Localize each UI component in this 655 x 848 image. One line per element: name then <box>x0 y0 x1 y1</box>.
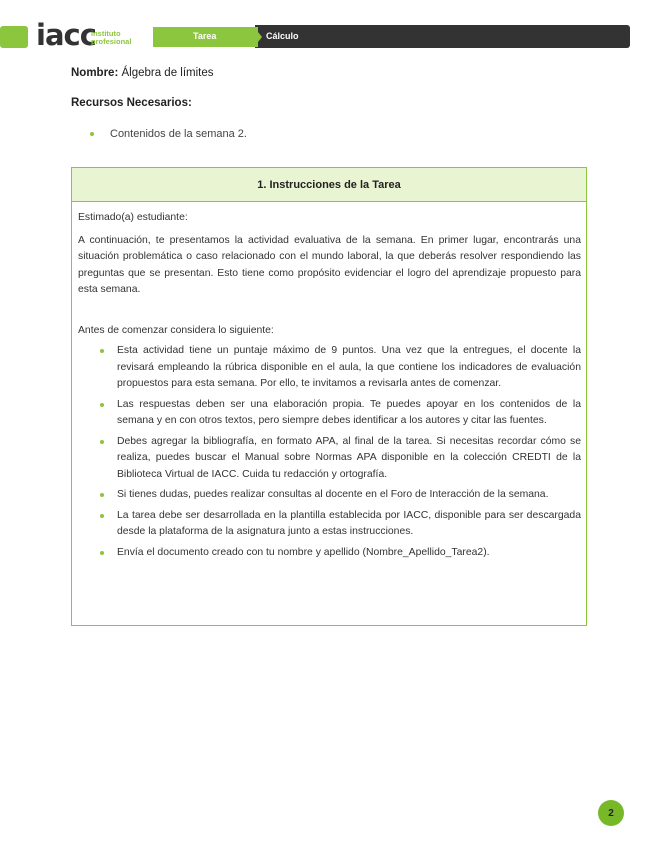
page-header <box>0 0 655 60</box>
list-item <box>78 545 581 562</box>
instructions-list <box>78 343 581 561</box>
nombre-line <box>71 67 214 79</box>
intro-paragraph: A continuación, te presentamos la actividad evaluativa de la semana. En primer lugar, encontrarás una situación problemática o caso relacionado con el mundo laboral, la que deberás resolver respondiendo las preguntas que se presentan. Esto tiene como propósito evidenciar el logro del aprendizaje propuesto para esta semana. <box>78 234 581 295</box>
list-item-text: Las respuestas deben ser una elaboración propia. Te puedes apoyar en los contenidos de la semana y en con otros textos, pero siempre debes identificar a los autores y citar las fuentes. <box>117 398 581 426</box>
bullet-icon <box>100 440 104 444</box>
recursos-item: Contenidos de la semana 2. <box>110 128 247 140</box>
page-number: 2 <box>598 800 624 826</box>
logo-text: iacc <box>36 18 96 52</box>
nombre-label: Nombre: <box>71 67 119 79</box>
instructions-box <box>71 167 587 626</box>
bullet-icon <box>100 403 104 407</box>
list-item-text: Si tienes dudas, puedes realizar consultas al docente en el Foro de Interacción de la semana. <box>117 489 549 500</box>
bullet-icon <box>100 349 104 353</box>
list-item <box>78 487 581 504</box>
list-item-text: La tarea debe ser desarrollada en la plantilla establecida por IACC, disponible para ser descargada desde la plataforma de la asignatura junto a estas instrucciones. <box>117 509 581 537</box>
before-label: Antes de comenzar considera lo siguiente: <box>78 324 274 336</box>
bullet-icon <box>100 551 104 555</box>
list-item-text: Envía el documento creado con tu nombre y apellido (Nombre_Apellido_Tarea2). <box>117 546 490 558</box>
instructions-body <box>72 202 586 561</box>
chevron-right-icon <box>254 27 262 47</box>
bullet-icon <box>90 132 94 136</box>
tab-label: Tarea <box>193 31 217 41</box>
list-item <box>78 508 581 541</box>
logo-sub-line2: profesional <box>91 37 132 46</box>
list-item-text: Esta actividad tiene un puntaje máximo de 9 puntos. Una vez que la entregues, el docente la revisará empleando la rúbrica disponible en el aula, la que contiene los indicadores de evaluación propuestos para esta semana. Por ello, te invitamos a revisarla antes de comenzar. <box>117 345 581 389</box>
nombre-value: Álgebra de límites <box>118 67 214 79</box>
recursos-title: Recursos Necesarios: <box>71 97 192 109</box>
brand-square <box>0 26 28 48</box>
subject-label: Cálculo <box>266 31 299 41</box>
list-item-text: Debes agregar la bibliografía, en formato APA, al final de la tarea. Si necesitas recordar cómo se realiza, puedes buscar el Manual sobre Normas APA disponible en la colección CREDTI de la Biblioteca Virtual de IACC. Cuida tu redacción y ortografía. <box>117 435 581 480</box>
list-item <box>78 434 581 484</box>
bullet-icon <box>100 493 104 497</box>
logo-sub-line1: instituto <box>91 29 121 38</box>
greeting: Estimado(a) estudiante: <box>78 212 188 223</box>
instructions-title: 1. Instrucciones de la Tarea <box>72 168 586 202</box>
logo-subtitle <box>91 30 131 46</box>
bullet-icon <box>100 514 104 518</box>
subject-bar <box>255 25 630 48</box>
list-item <box>78 343 581 393</box>
list-item <box>78 397 581 430</box>
